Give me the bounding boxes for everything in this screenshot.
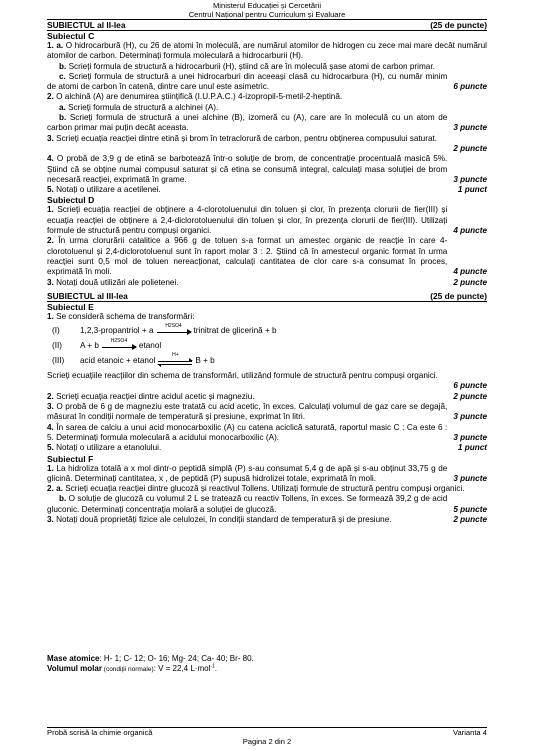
question-e4: 4. În sarea de calciu a unui acid monocarboxilic (A) cu catena aciclică saturată, raportul masic C : Ca este 6 : 5. Determinați formula moleculară a acidului monocarboxilic (A). 3 puncte xyxy=(47,422,487,442)
section-3-header xyxy=(47,291,487,302)
question-c2b: b. Scrieți formula de structură a unei alchine (B), izomeră cu (A), care are în moleculă cu un atom de carbon primar mai puțin decât aceasta. 3 puncte xyxy=(47,113,487,133)
page-number: Pagina 2 din 2 xyxy=(242,737,292,746)
question-e5: 5. Notați o utilizare a etanolului. 1 punct xyxy=(47,443,487,453)
points-c1: 6 puncte xyxy=(453,82,487,92)
points-c4: 3 puncte xyxy=(453,174,487,184)
question-c2: 2. O alchină (A) are denumirea științifică (I.U.P.A.C.) 4-izopropil-5-metil-2-heptină. xyxy=(47,92,343,102)
question-c1c: c. Scrieți formula de structură a unei hidrocarburi din aceeași clasă cu hidrocarbura (H), cu număr minim de atomi de carbon în catenă, dintre care unul este asimetric. 6 puncte xyxy=(47,71,487,92)
points-c3: 2 puncte xyxy=(453,143,487,153)
points-f1: 3 puncte xyxy=(453,473,487,483)
question-c4: 4. O probă de 3,9 g de etină se barbotează într-o soluție de brom, de concentrație procentuală masică 5%. Știind că se obține numai compusul saturat și că etina se consumă integral, calculați masa soluției de brom necesară reacției, exprimată în grame. 3 puncte xyxy=(47,154,487,184)
question-e1-task: Scrieți ecuațiile reacțiilor din schema de transformări, utilizând formule de structură pentru compuși organici. xyxy=(47,371,438,381)
reaction-1: (I) 1,2,3-propantriol + a H2SO4 trinitrat de glicerină + b xyxy=(52,323,277,336)
points-c5: 1 punct xyxy=(457,185,487,195)
question-f1: 1. La hidroliza totală a x mol dintr-o peptidă simplă (P) s-au consumat 5,4 g de apă și s-au obținut 33,75 g de glicină. Determinați cantitatea, x , de peptidă (P) supusă hidrolizei totale, exprimată în moli. 3 puncte xyxy=(47,463,487,483)
points-e5: 1 punct xyxy=(457,443,487,453)
question-f2a: 2. a. Scrieți ecuația reacției dintre glucoză și reactivul Tollens. Utilizați formule de structură pentru compuși organici. xyxy=(47,484,465,494)
question-c3: 3. Scrieți ecuația reacției dintre etină și brom în tetraclorură de carbon, pentru obținerea compusului saturat. xyxy=(47,133,438,143)
points-e4: 3 puncte xyxy=(453,432,487,442)
points-e2: 2 puncte xyxy=(453,391,487,401)
reaction-3: (III) acid etanoic + etanol H+ B + b xyxy=(52,351,215,366)
exam-page xyxy=(47,0,487,525)
page-footer xyxy=(47,727,487,746)
section-3-points: (25 de puncte) xyxy=(430,290,487,301)
points-d3: 2 puncte xyxy=(453,277,487,287)
reaction-2: (II) A + b H2SO4 etanol xyxy=(52,338,162,351)
reaction-arrow: H2SO4 xyxy=(157,327,191,336)
section-3-title: SUBIECTUL al III-lea xyxy=(47,290,128,301)
section-2-points: (25 de puncte) xyxy=(430,20,487,30)
molar-volume: Volumul molar (condiții normale): V = 22,4 L·mol$^{-1}$. xyxy=(47,663,218,673)
subject-f-title: Subiectul F xyxy=(47,453,94,464)
question-c1b: b. Scrieți formula de structură a hidrocarburii (H), știind că are în moleculă șase atomi de carbon primar. xyxy=(59,61,435,71)
points-d1: 4 puncte xyxy=(453,226,487,236)
points-c2: 3 puncte xyxy=(453,123,487,133)
subject-e-title: Subiectul E xyxy=(47,301,94,312)
question-c2a: a. Scrieți formula de structură a alchinei (A). xyxy=(59,102,219,112)
question-d3: 3. Notați două utilizări ale polietenei. 2 puncte xyxy=(47,277,487,287)
atomic-masses: Mase atomice: H- 1; C- 12; O- 16; Mg- 24; Ca- 40; Br- 80. xyxy=(47,654,254,663)
center-name: Centrul Național pentru Curriculum și Evaluare xyxy=(188,10,346,19)
subject-d-title: Subiectul D xyxy=(47,195,95,206)
points-e3: 3 puncte xyxy=(453,412,487,422)
page-header xyxy=(47,0,487,19)
question-c5: 5. Notați o utilizare a acetilenei. 1 punct xyxy=(47,185,487,195)
points-e1: 6 puncte xyxy=(453,381,487,391)
section-2-title: SUBIECTUL al II-lea xyxy=(47,20,126,30)
equilibrium-arrow: H+ xyxy=(158,357,192,367)
question-d2: 2. În urma clorurării catalitice a 966 g de toluen s-a format un amestec organic de reacție în care 4-clorotoluenul și 2,4-diclorotoluenul sunt în raport molar 3 : 2. Știind că în amestecul organic format în urma reacției sunt 0,5 mol de toluen nereacționat, calculați cantitatea de clor care s-a consumat în proces, exprimată în moli. 4 puncte xyxy=(47,236,487,277)
question-e3: 3. O probă de 6 g de magneziu este tratată cu acid acetic, în exces. Calculați volumul de gaz care se degajă, măsurat în condiții normale de temperatură și presiune, exprimat în litri. 3 puncte xyxy=(47,402,487,422)
points-f2: 5 puncte xyxy=(453,504,487,514)
question-f3: 3. Notați două proprietăți fizice ale celulozei, în condiții standard de temperatură și de presiune. 2 puncte xyxy=(47,514,487,524)
question-f2b: b. O soluție de glucoză cu volumul 2 L se tratează cu reactiv Tollens, în exces. Se formează 39,2 g de acid gluconic. Determinați concentrația molară a soluției de glucoză. 5 puncte xyxy=(47,494,487,514)
constants-block xyxy=(47,654,487,675)
footer-variant: Varianta 4 xyxy=(452,728,487,737)
question-c1a: 1. a. O hidrocarbură (H), cu 26 de atomi în moleculă, are numărul atomilor de hidrogen cu zece mai mare decât numărul atomilor de carbon. Determinați formula moleculară a hidrocarburii (H). xyxy=(47,41,487,61)
question-e1: 1. Se consideră schema de transformări: xyxy=(47,311,195,321)
reaction-scheme xyxy=(47,324,487,369)
reaction-arrow: H2SO4 xyxy=(102,342,136,351)
points-f3: 2 puncte xyxy=(453,514,487,524)
footer-exam-name: Probă scrisă la chimie organică xyxy=(47,728,153,737)
section-2-header xyxy=(47,20,487,31)
question-e2: 2. Scrieți ecuația reacției dintre acidul acetic și magneziu. 2 puncte xyxy=(47,391,487,401)
ministry-name: Ministerul Educației și Cercetării xyxy=(212,1,322,10)
subject-c-title: Subiectul C xyxy=(47,31,95,41)
points-d2: 4 puncte xyxy=(453,267,487,277)
question-d1: 1. Scrieți ecuația reacției de obținere a 4-clorotoluenului din toluen și clor, în prezența clorurii de fier(III) și ecuația reacției de obținere a 2,4-diclorotoluenului din toluen și clor, în prezența clorurii de fier(III). Utilizați formule de structură pentru compuși organici. 4 puncte xyxy=(47,205,487,236)
